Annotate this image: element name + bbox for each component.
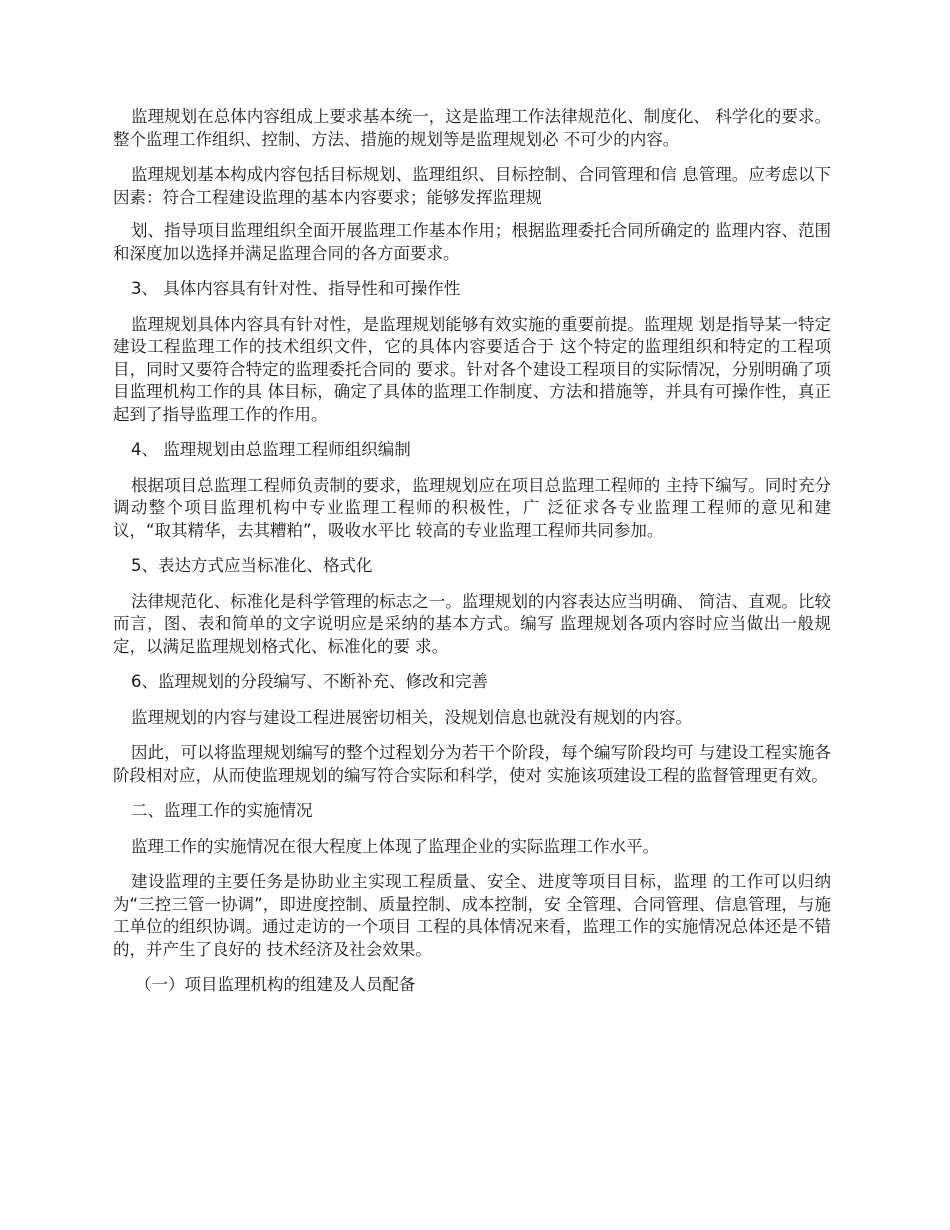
paragraph-chief-engineer: 根据项目总监理工程师负责制的要求，监理规划应在项目总监理工程师的 主持下编写。同时充分调动整个项目监理机构中专业监理工程师的积极性，广 泛征求各专业监理工程师的意见和建议，“取其精华，去其糟粕”，吸收水平比 较高的专业监理工程师共同参加。: [113, 475, 831, 540]
section-heading-5: 5、表达方式应当标准化、格式化: [131, 556, 373, 575]
section-heading-6: 6、监理规划的分段编写、不断补充、修改和完善: [131, 672, 488, 691]
subsection-heading-staffing: （一）项目监理机构的组建及人员配备: [135, 975, 416, 994]
paragraph-stages: 因此，可以将监理规划编写的整个过程划分为若干个阶段，每个编写阶段均可 与建设工程实施各阶段相对应，从而使监理规划的编写符合实际和科学，使对 实施该项建设工程的监督管理更有效。: [113, 743, 831, 785]
section-heading-implementation: 二、监理工作的实施情况: [131, 801, 313, 820]
paragraph-plan-guidance: 划、指导项目监理组织全面开展监理工作基本作用；根据监理委托合同所确定的 监理内容、范围和深度加以选择并满足监理合同的各方面要求。: [113, 221, 831, 263]
paragraph-standardization: 法律规范化、标准化是科学管理的标志之一。监理规划的内容表达应当明确、 简洁、直观。比较而言，图、表和简单的文字说明应是采纳的基本方式。编写 监理规划各项内容时应当做出一般规定，以满足监理规划格式化、标准化的要 求。: [113, 591, 831, 656]
paragraph-plan-unity: 监理规划在总体内容组成上要求基本统一，这是监理工作法律规范化、制度化、 科学化的要求。整个监理工作组织、控制、方法、措施的规划等是监理规划必 不可少的内容。: [113, 107, 831, 149]
section-heading-4: 4、 监理规划由总监理工程师组织编制: [131, 440, 411, 459]
paragraph-specificity: 监理规划具体内容具有针对性，是监理规划能够有效实施的重要前提。监理规 划是指导某一特定建设工程监理工作的技术组织文件，它的具体内容要适合于 这个特定的监理组织和特定的工程项目，同时又要符合特定的监理委托合同的 要求。针对各个建设工程项目的实际情况，分别明确了项目监理机构工作的具 体目标，确定了具体的监理工作制度、方法和措施等，并具有可操作性，真正 起到了指导监理工作的作用。: [113, 314, 831, 424]
paragraph-plan-components: 监理规划基本构成内容包括目标规划、监理组织、目标控制、合同管理和信 息管理。应考虑以下因素：符合工程建设监理的基本内容要求；能够发挥监理规: [113, 165, 831, 207]
document-body: [113, 106, 831, 1010]
paragraph-main-tasks: 建设监理的主要任务是协助业主实现工程质量、安全、进度等项目目标，监理 的工作可以归纳为“三控三管一协调”，即进度控制、质量控制、成本控制，安 全管理、合同管理、信息管理，与施工单位的组织协调。通过走访的一个项目 工程的具体情况来看，监理工作的实施情况总体还是不错的，并产生了良好的 技术经济及社会效果。: [113, 872, 831, 959]
paragraph-implementation-level: 监理工作的实施情况在很大程度上体现了监理企业的实际监理工作水平。: [131, 836, 659, 856]
paragraph-progress-relation: 监理规划的内容与建设工程进展密切相关，没规划信息也就没有规划的内容。: [131, 707, 692, 727]
section-heading-3: 3、 具体内容具有针对性、指导性和可操作性: [131, 279, 461, 298]
